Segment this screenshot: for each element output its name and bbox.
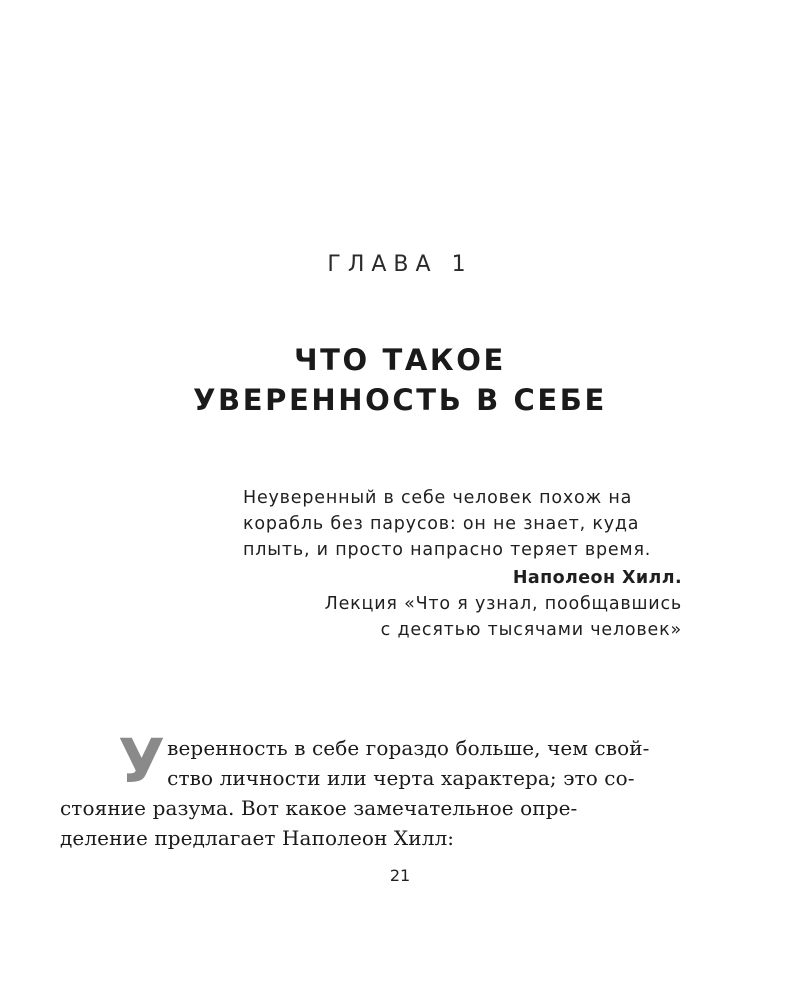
body-line: стояние разума. Вот какое замечательное опре- (60, 796, 578, 820)
epigraph (243, 485, 685, 643)
epigraph-quote-line: плыть, и просто напрасно теряет время. (243, 540, 652, 560)
drop-cap: У (118, 726, 166, 797)
chapter-title-line-1: ЧТО ТАКОЕ (294, 343, 506, 377)
epigraph-author: Наполеон Хилл. (512, 568, 682, 588)
epigraph-source-line: Лекция «Что я узнал, пообщавшись (324, 594, 682, 614)
body-line: деление предлагает Наполеон Хилл: (60, 826, 455, 850)
epigraph-quote (243, 485, 685, 563)
body-line: веренность в себе гораздо больше, чем свой- (167, 736, 650, 760)
epigraph-source (243, 591, 685, 643)
page-number: 21 (389, 866, 411, 885)
body-paragraph (60, 726, 686, 853)
epigraph-source-line: с десятью тысячами человек» (380, 620, 682, 640)
chapter-label: ГЛАВА 1 (327, 252, 473, 277)
epigraph-quote-line: Неуверенный в себе человек похож на (243, 488, 633, 508)
chapter-title (0, 340, 800, 420)
chapter-title-line-2: УВЕРЕННОСТЬ В СЕБЕ (193, 383, 607, 417)
epigraph-quote-line: корабль без парусов: он не знает, куда (243, 514, 640, 534)
body-line: ство личности или черта характера; это со- (167, 766, 635, 790)
